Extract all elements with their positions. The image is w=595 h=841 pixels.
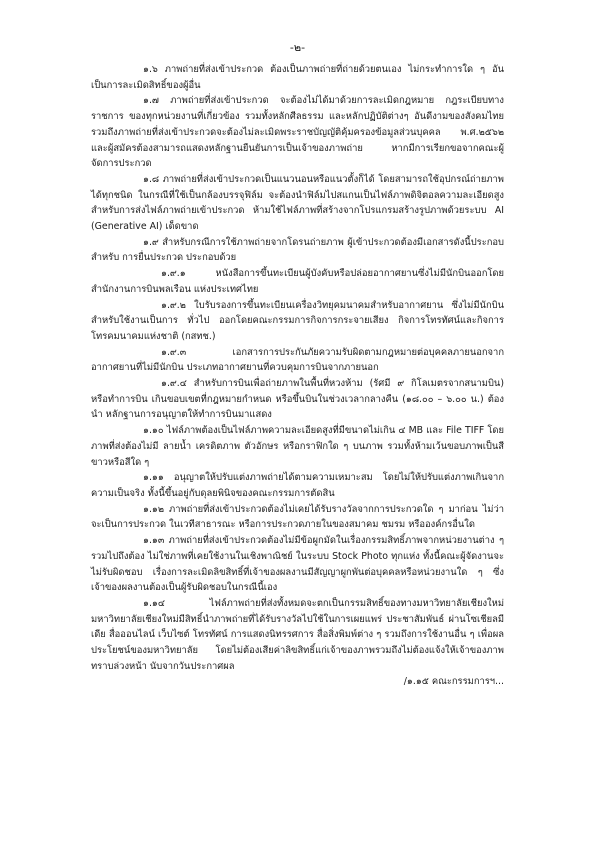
clause-1-9-3: ๑.๙.๓ เอกสารการประกันภัยความรับผิดตามกฎหมายต่อบุคคลภายนอกจากอากาศยานที่ไม่มีนักบิน ประเภทอากาศยานที่ควบคุมการบินจากภายนอก [91, 346, 504, 374]
clause-1-11: ๑.๑๑ อนุญาตให้ปรับแต่งภาพถ่ายได้ตามความเหมาะสม โดยไม่ให้ปรับแต่งภาพเกินจากความเป็นจริง ทั้งนี้ขึ้นอยู่กับดุลยพินิจของคณะกรรมการตัดสิน [91, 472, 504, 499]
clause-1-9-1: ๑.๙.๑ หนังสือการขึ้นทะเบียนผู้บังคับหรือปล่อยอากาศยานซึ่งไม่มีนักบินออกโดยสำนักงานการบินพลเรือน แห่งประเทศไทย [91, 268, 504, 295]
clause-1-10: ๑.๑๐ ไฟล์ภาพต้องเป็นไฟล์ภาพความละเอียดสูงที่มีขนาดไม่เกิน ๔ MB และ File TIFF โดยภาพที่ส่งต้องไม่มี ลายน้ำ เครดิตภาพ ตัวอักษร หรือกราฟิกใด ๆ บนภาพ รวมทั้งห้ามเว้นขอบภาพเป็นสีขาวหรือสีใด ๆ [91, 425, 504, 468]
regulations-body [91, 62, 504, 690]
clause-1-12: ๑.๑๒ ภาพถ่ายที่ส่งเข้าประกวดต้องไม่เคยได้รับรางวัลจากการประกวดใด ๆ มาก่อน ไม่ว่าจะเป็นการประกวด ในเวทีสาธารณะ หรือการประกวดภายในของสมาคม ชมรม หรือองค์กรอื่นใด [91, 503, 504, 531]
clause-1-9: ๑.๙ สำหรับกรณีการใช้ภาพถ่ายจากโดรนถ่ายภาพ ผู้เข้าประกวดต้องมีเอกสารดังนี้ประกอบสำหรับ การยื่นประกวด ประกอบด้วย [91, 236, 504, 264]
clause-1-8: ๑.๘ ภาพถ่ายที่ส่งเข้าประกวดเป็นแนวนอนหรือแนวตั้งก็ได้ โดยสามารถใช้อุปกรณ์ถ่ายภาพได้ทุกชนิด ในกรณีที่ใช้เป็นกล้องบรรจุฟิล์ม จะต้องนำฟิล์มไปสแกนเป็นไฟล์ภาพดิจิตอลความละเอียดสูง สำหรับการส่งไฟล์ภาพถ่ายเข้าประกวด ห้ามใช้ไฟล์ภาพที่สร้างจากโปรแกรมสร้างรูปภาพด้วยระบบ AI (Generative AI) เด็ดขาด [91, 173, 504, 233]
clause-1-13: ๑.๑๓ ภาพถ่ายที่ส่งเข้าประกวดต้องไม่มีข้อผูกมัดในเรื่องกรรมสิทธิ์ภาพจากหน่วยงานต่าง ๆ รวมไปถึงต้อง ไม่ใช่ภาพที่เคยใช้งานในเชิงพาณิชย์ ในระบบ Stock Photo ทุกแห่ง ทั้งนี้คณะผู้จัดงานจะไม่รับผิดชอบ เรื่องการละเมิดลิขสิทธิ์ที่เจ้าของผลงานมีสัญญาผูกพันต่อบุคคลหรือหน่วยงานใด ๆ ซึ่งเจ้าของผลงานต้องเป็นผู้รับผิดชอบในกรณีนี้เอง [91, 535, 504, 594]
clause-1-6: ๑.๖ ภาพถ่ายที่ส่งเข้าประกวด ต้องเป็นภาพถ่ายที่ถ่ายด้วยตนเอง ไม่กระทำการใด ๆ อันเป็นการละเมิดสิทธิ์ของผู้อื่น [91, 64, 504, 91]
page-number: -๒- [289, 41, 306, 54]
clause-1-7: ๑.๗ ภาพถ่ายที่ส่งเข้าประกวด จะต้องไม่ได้มาด้วยการละเมิดกฎหมาย กฎระเบียบทางราชการ ของทุกหน่วยงานที่เกี่ยวข้อง รวมทั้งหลักศีลธรรม และหลักปฏิบัติต่างๆ อันดีงามของสังคมไทย รวมถึงภาพถ่ายที่ส่งเข้าประกวดจะต้องไม่ละเมิดพระราชบัญญัติคุ้มครองข้อมูลส่วนบุคคล พ.ศ.๒๕๖๒ และผู้สมัครต้องสามารถแสดงหลักฐานยืนยันการเป็นเจ้าของภาพถ่าย หากมีการเรียกขอจากคณะผู้จัดการประกวด [91, 95, 504, 170]
clause-1-9-4: ๑.๙.๔ สำหรับการบินเพื่อถ่ายภาพในพื้นที่หวงห้าม (รัศมี ๙ กิโลเมตรจากสนามบิน) หรือทำการบิน เกินขอบเขตที่กฎหมายกำหนด หรือขึ้นบินในช่วงเวลากลางคืน (๑๘.๐๐ – ๖.๐๐ น.) ต้องนำ หลักฐานการอนุญาตให้ทำการบินมาแสดง [91, 378, 504, 421]
continuation-footer: /๑.๑๕ คณะกรรมการฯ... [403, 676, 504, 688]
clause-1-9-2: ๑.๙.๒ ใบรับรองการขึ้นทะเบียนเครื่องวิทยุคมนาคมสำหรับอากาศยาน ซึ่งไม่มีนักบินสำหรับใช้งานเป็นการ ทั่วไป ออกโดยคณะกรรมการกิจการกระจายเสียง กิจการโทรทัศน์และกิจการโทรคมนาคมแห่งชาติ (กสทช.) [91, 299, 504, 342]
clause-1-14: ๑.๑๔ ไฟล์ภาพถ่ายที่ส่งทั้งหมดจะตกเป็นกรรมสิทธิ์ของทางมหาวิทยาลัยเชียงใหม่ มหาวิทยาลัยเชียงใหม่มีสิทธิ์นำภาพถ่ายที่ได้รับรางวัลไปใช้ในการเผยแพร่ ประชาสัมพันธ์ ผ่านโซเชียลมีเดีย สื่อออนไลน์ เว็บไซต์ โทรทัศน์ การแสดงนิทรรศการ สื่อสิ่งพิมพ์ต่าง ๆ รวมถึงการใช้งานอื่น ๆ เพื่อผลประโยชน์ของมหาวิทยาลัย โดยไม่ต้องเสียค่าลิขสิทธิ์แก่เจ้าของภาพรวมถึงไม่ต้องแจ้งให้เจ้าของภาพทราบล่วงหน้า นับจากวันประกาศผล [91, 597, 504, 672]
